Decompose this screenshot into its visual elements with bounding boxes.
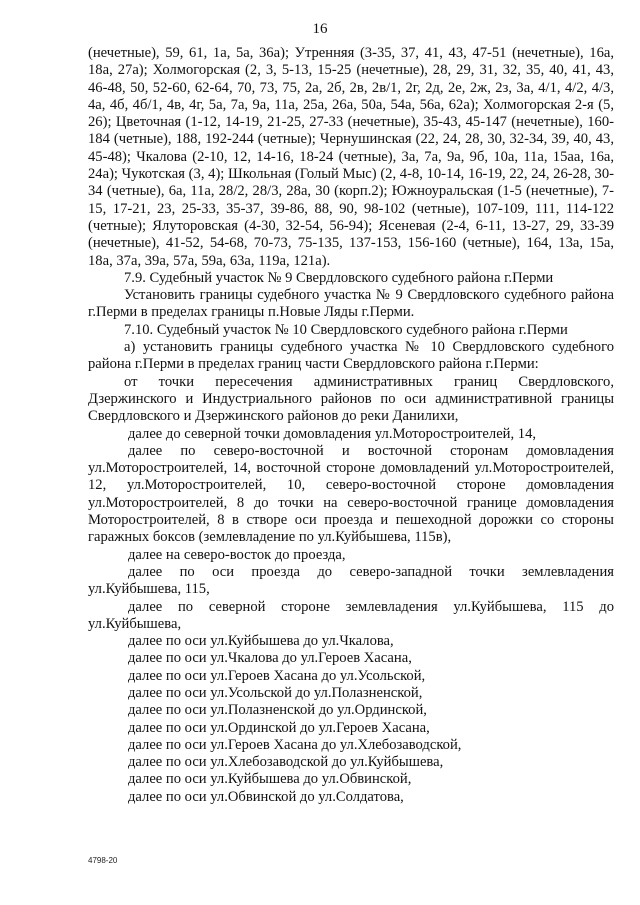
page-number: 16 bbox=[312, 21, 328, 37]
paragraph-boundary-step: далее на северо-восток до проезда, bbox=[128, 546, 346, 563]
paragraph-court-10-boundary: а) установить границы судебного участка № 10 Свердловского судебного района г.Перми в пределах границ части Свердловского района г.Перми: bbox=[88, 339, 614, 373]
paragraph-boundary-step: далее по оси ул.Чкалова до ул.Героев Хасана, bbox=[128, 650, 412, 667]
paragraph-boundary-step: далее по оси ул.Куйбышева до ул.Обвинской, bbox=[128, 771, 412, 788]
paragraph-street-list-continuation: (нечетные), 59, 61, 1а, 5а, 36а); Утренняя (3-35, 37, 41, 43, 47-51 (нечетные), 16а, 18а, 27а); Холмогорская (2, 3, 5-13, 15-25 (нечетные), 28, 29, 31, 32, 35, 40, 41, 43, 46-48, 50, 52-60, 62-64, 70, 73, 75, 2а, 2б, 2в, 2в/1, 2г, 2д, 2е, 2ж, 2з, 3а, 4/1, 4/2, 4/3, 4а, 4б, 4б/1, 4в, 4г, 5а, 7а, 9а, 11а, 25а, 26а, 50а, 54а, 56а, 62а); Холмогорская 2-я (5, 26); Цветочная (1-12, 14-19, 21-25, 27-33 (нечетные), 35-43, 45-147 (нечетные), 160-184 (четные), 188, 192-244 (четные); Чернушинская (22, 24, 28, 30, 32-34, 39, 40, 43, 45-48); Чкалова (2-10, 12, 14-16, 18-24 (четные), 3а, 7а, 9а, 9б, 10а, 11а, 15аа, 16а, 24а); Чукотская (3, 4); Школьная (Голый Мыс) (2, 4-8, 10-14, 16-19, 22, 24, 26-28, 30-34 (четные), 6а, 11а, 28/2, 28/3, 28а, 30 (корп.2); Южноуральская (1-5 (нечетные), 7-15, 17-21, 23, 25-33, 35-37, 39-86, 88, 90, 98-102 (четные), 107-109, 111, 114-122 (четные); Ялуторовская (4-30, 32-54, 56-94); Ясеневая (2-4, 6-11, 13-27, 29, 33-39 (нечетные), 41-52, 54-68, 70-73, 75-135, 137-153, 156-160 (четные), 164, 13а, 15а, 18а, 37а, 39а, 57а, 59а, 63а, 119а, 121а). bbox=[88, 45, 614, 269]
paragraph-boundary-step: далее по оси ул.Усольской до ул.Полазненской, bbox=[128, 684, 423, 701]
paragraph-boundary-step: далее по оси ул.Хлебозаводской до ул.Куйбышева, bbox=[128, 754, 444, 771]
section-heading-7-10: 7.10. Судебный участок № 10 Свердловского судебного района г.Перми bbox=[124, 321, 568, 338]
paragraph-court-9-boundary: Установить границы судебного участка № 9 Свердловского судебного района г.Перми в пределах границы п.Новые Ляды г.Перми. bbox=[88, 287, 614, 321]
paragraph-boundary-step: далее по оси ул.Обвинской до ул.Солдатова, bbox=[128, 788, 404, 805]
paragraph-boundary-start-point: от точки пересечения административных границ Свердловского, Дзержинского и Индустриального районов по оси административной границы Свердловского и Дзержинского районов до реки Данилихи, bbox=[88, 373, 614, 425]
paragraph-boundary-step: далее по оси проезда до северо-западной точки землевладения ул.Куйбышева, 115, bbox=[88, 563, 614, 598]
paragraph-boundary-step: далее по оси ул.Полазненской до ул.Ординской, bbox=[128, 702, 427, 719]
paragraph-boundary-step: далее по оси ул.Героев Хасана до ул.Усольской, bbox=[128, 667, 426, 684]
paragraph-boundary-step: далее по оси ул.Куйбышева до ул.Чкалова, bbox=[128, 633, 394, 650]
document-code: 4798-20 bbox=[88, 856, 118, 865]
paragraph-boundary-step: далее по оси ул.Ординской до ул.Героев Хасана, bbox=[128, 719, 430, 736]
paragraph-boundary-step: далее по северо-восточной и восточной сторонам домовладения ул.Моторостроителей, 14, восточной стороне домовладений ул.Моторостроителей, 12, ул.Моторостроителей, 10, северо-восточной стороне домовладения ул.Моторостроителей, 8 до точки на северо-восточной границе домовладения Моторостроителей, 8 в створе оси проезда и пешеходной дорожки со стороны гаражных боксов (землевладение по ул.Куйбышева, 115в), bbox=[88, 442, 614, 546]
paragraph-boundary-step: далее до северной точки домовладения ул.Моторостроителей, 14, bbox=[128, 425, 537, 442]
paragraph-boundary-step: далее по оси ул.Героев Хасана до ул.Хлебозаводской, bbox=[128, 736, 462, 753]
paragraph-boundary-step: далее по северной стороне землевладения ул.Куйбышева, 115 до ул.Куйбышева, bbox=[88, 598, 614, 632]
section-heading-7-9: 7.9. Судебный участок № 9 Свердловского судебного района г.Перми bbox=[124, 269, 554, 286]
document-body bbox=[88, 45, 614, 806]
